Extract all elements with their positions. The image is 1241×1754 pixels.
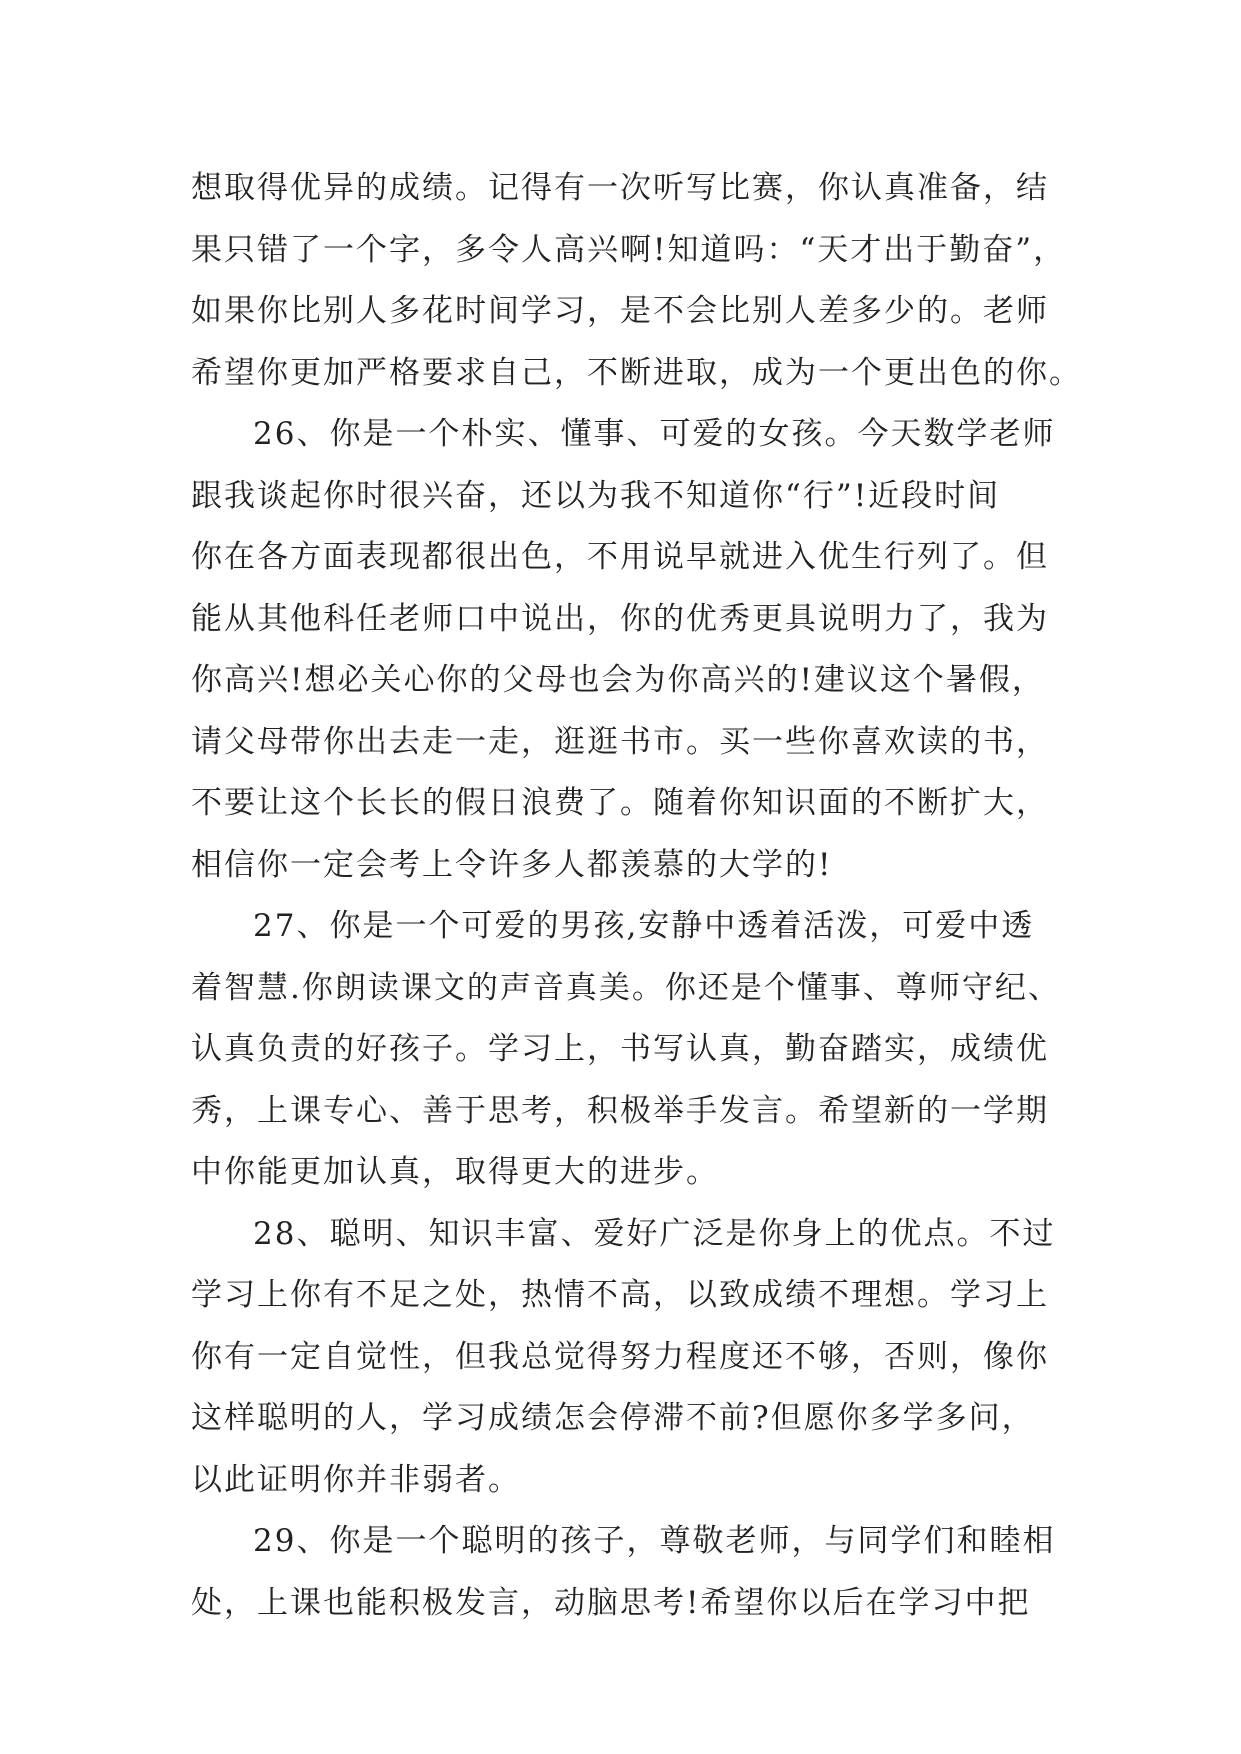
text-line: 跟我谈起你时很兴奋，还以为我不知道你“行”!近段时间 <box>191 477 1001 514</box>
text-line: 这样聪明的人，学习成绩怎会停滞不前?但愿你多学多问， <box>191 1400 1035 1436</box>
text-line: 学习上你有不足之处，热情不高，以致成绩不理想。学习上 <box>191 1277 1049 1313</box>
text-line: 如果你比别人多花时间学习，是不会比别人差多少的。老师 <box>191 293 1049 329</box>
text-line: 中你能更加认真，取得更大的进步。 <box>191 1154 719 1190</box>
text-line: 以此证明你并非弱者。 <box>191 1461 521 1498</box>
text-line: 你高兴!想必关心你的父母也会为你高兴的!建议这个暑假， <box>191 662 1045 698</box>
text-line: 希望你更加严格要求自己，不断进取，成为一个更出色的你。 <box>191 354 1082 391</box>
document-body <box>191 158 1082 1634</box>
paragraph-start-line: 29、你是一个聪明的孩子，尊敬老师，与同学们和睦相 <box>253 1523 1056 1559</box>
text-line: 认真负责的好孩子。学习上，书写认真，勤奋踏实，成绩优 <box>191 1031 1049 1067</box>
paragraph-start-line: 28、聪明、知识丰富、爱好广泛是你身上的优点。不过 <box>253 1215 1056 1252</box>
text-line: 相信你一定会考上令许多人都羡慕的大学的! <box>191 846 833 883</box>
text-line: 不要让这个长长的假日浪费了。随着你知识面的不断扩大， <box>191 785 1049 821</box>
text-line: 你有一定自觉性，但我总觉得努力程度还不够，否则，像你 <box>191 1338 1049 1375</box>
text-line: 能从其他科任老师口中说出，你的优秀更具说明力了，我为 <box>191 600 1049 637</box>
text-line: 请父母带你出去走一走，逛逛书市。买一些你喜欢读的书， <box>191 723 1049 760</box>
text-line: 着智慧.你朗读课文的声音真美。你还是个懂事、尊师守纪、 <box>191 969 1061 1006</box>
paragraph-start-line: 27、你是一个可爱的男孩,安静中透着活泼，可爱中透 <box>253 908 1035 944</box>
paragraph-start-line: 26、你是一个朴实、懂事、可爱的女孩。今天数学老师 <box>253 416 1056 452</box>
text-line: 想取得优异的成绩。记得有一次听写比赛，你认真准备，结 <box>191 170 1049 206</box>
text-line: 秀，上课专心、善于思考，积极举手发言。希望新的一学期 <box>191 1092 1049 1129</box>
text-line: 处，上课也能积极发言，动脑思考!希望你以后在学习中把 <box>191 1584 1031 1621</box>
text-line: 果只错了一个字，多令人高兴啊!知道吗：“天才出于勤奋”， <box>191 231 1067 268</box>
text-line: 你在各方面表现都很出色，不用说早就进入优生行列了。但 <box>191 539 1049 575</box>
